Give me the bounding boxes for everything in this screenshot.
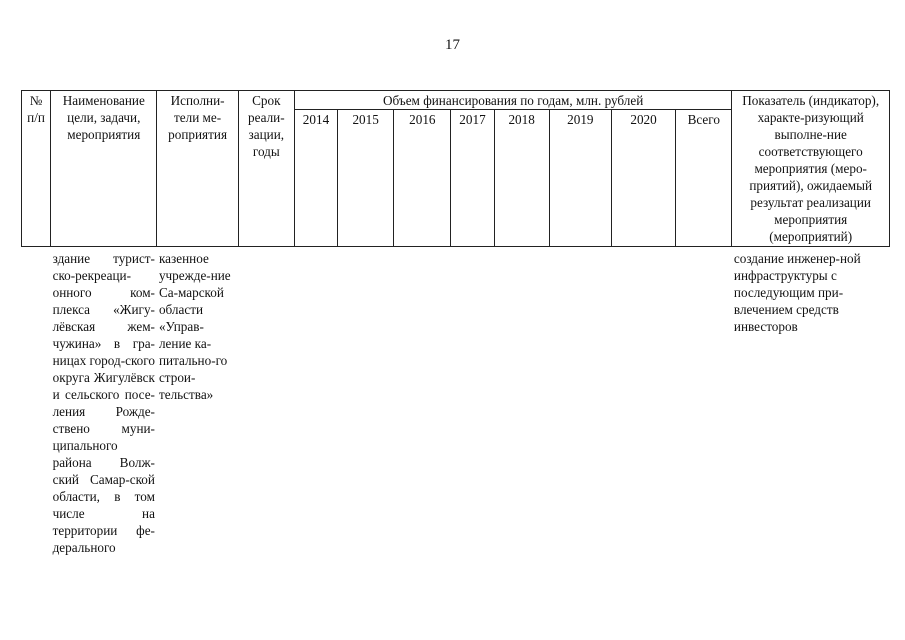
row-name: здание турист-ско-рекреаци-онного ком-плекса «Жигу-лёвская жем-чужина» в гра-ницах город-ского округа Жигулёвск и сельского посе-ления Рожде-ствено муни-ципального района Волж-ский Самар-ской области, в том числе на территории фе-дерального <box>52 251 155 555</box>
row-fin-2019 <box>549 247 611 557</box>
header-year-2018: 2018 <box>494 110 549 247</box>
header-term: Срок реали-зации, годы <box>238 91 294 247</box>
page-number: 17 <box>445 37 460 53</box>
header-year-2020: 2020 <box>611 110 675 247</box>
header-year-2016: 2016 <box>394 110 451 247</box>
header-year-total: Всего <box>676 110 732 247</box>
header-indicator: Показатель (индикатор), характе-ризующий выполне-ние соответствующего мероприятия (меро-приятий), ожидаемый результат реализации мероприятия (мероприятий) <box>732 91 890 247</box>
row-executors: казенное учрежде-ние Са-марской области «Управ-ление ка-питально-го строи-тельства» <box>158 251 231 402</box>
header-executors: Исполни-тели ме-роприятия <box>157 91 238 247</box>
header-year-2017: 2017 <box>451 110 494 247</box>
header-year-2019: 2019 <box>549 110 611 247</box>
header-year-2014: 2014 <box>294 110 337 247</box>
row-fin-2018 <box>494 247 549 557</box>
row-fin-2016 <box>394 247 451 557</box>
header-name: Наименование цели, задачи, мероприятия <box>51 91 157 247</box>
row-fin-2015 <box>338 247 394 557</box>
row-num <box>22 247 51 557</box>
table-row <box>22 247 890 557</box>
header-year-2015: 2015 <box>338 110 394 247</box>
row-indicator: создание инженер-ной инфраструктуры с последующим при-влечением средств инвесторов <box>733 251 861 334</box>
row-fin-2017 <box>451 247 494 557</box>
row-fin-total <box>676 247 732 557</box>
program-table <box>21 90 890 556</box>
header-num: № п/п <box>22 91 51 247</box>
row-term <box>238 247 294 557</box>
header-financing: Объем финансирования по годам, млн. рублей <box>294 91 731 110</box>
row-fin-2014 <box>294 247 337 557</box>
row-fin-2020 <box>611 247 675 557</box>
